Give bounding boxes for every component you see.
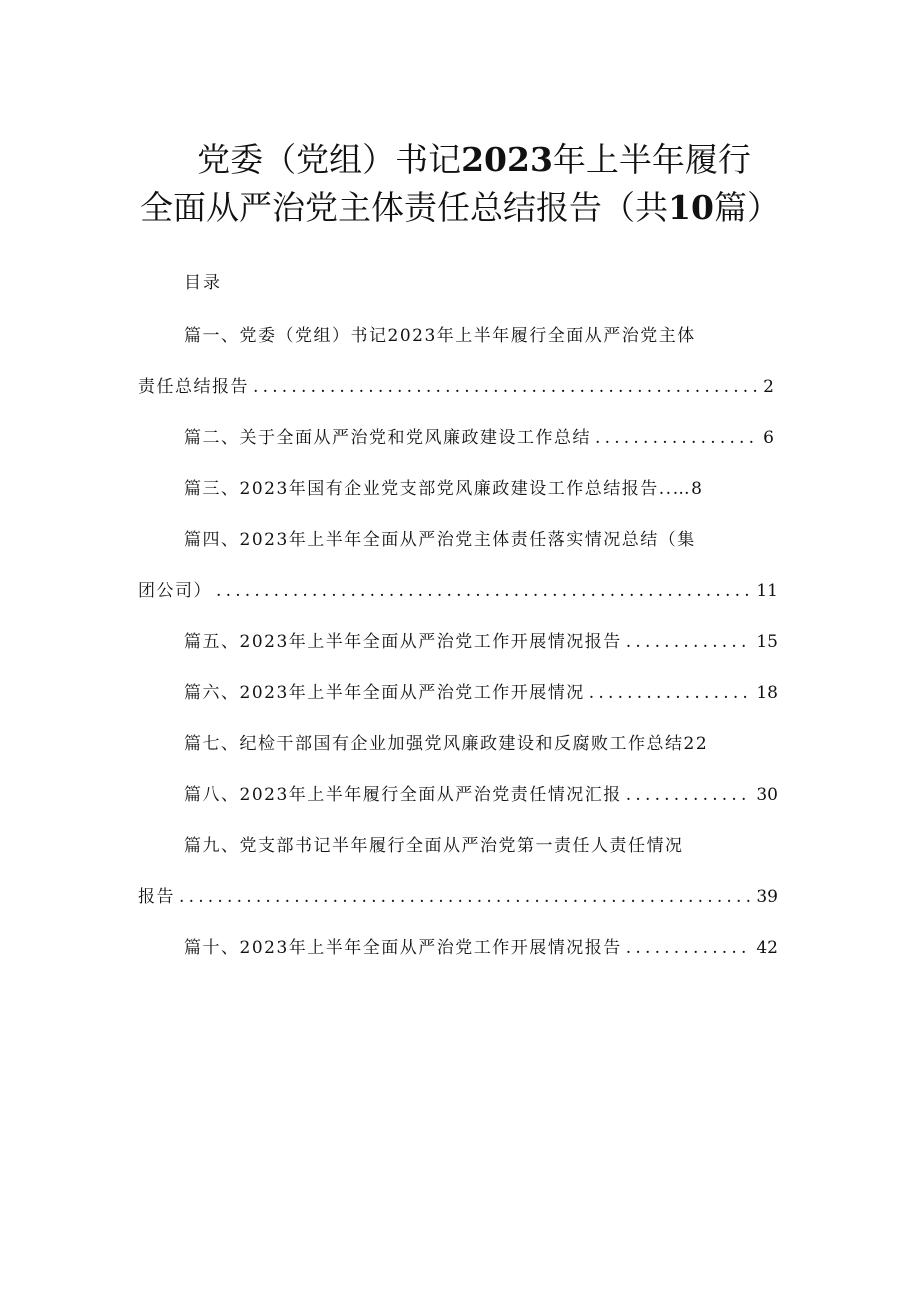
toc-page-number: 11 [756, 581, 778, 601]
leader-dots [589, 680, 753, 706]
toc-entry-8[interactable] [184, 782, 778, 808]
toc-entry-1-line-2[interactable] [138, 374, 774, 400]
toc-page-number: 15 [756, 632, 778, 652]
toc-entry-3[interactable]: 篇三、2023年国有企业党支部党风廉政建设工作总结报告..…8 [184, 479, 704, 499]
toc-entry-text: 篇五、2023年上半年全面从严治党工作开展情况报告 [184, 632, 622, 652]
toc-page-number: 30 [756, 785, 778, 805]
toc-entry-7[interactable]: 篇七、纪检干部国有企业加强党风廉政建设和反腐败工作总结22 [184, 734, 709, 754]
document-title-line-2 [0, 188, 920, 228]
title-text: 全面从严治党主体责任总结报告（共 [140, 188, 669, 227]
leader-dots [253, 374, 759, 400]
leader-dots [216, 578, 752, 604]
toc-entry-10[interactable] [184, 935, 778, 961]
leader-dots [626, 935, 753, 961]
toc-page-number: 18 [756, 683, 778, 703]
leader-dots [179, 884, 752, 910]
title-text: 党委（党组）书记 [197, 140, 462, 179]
toc-entry-text: 团公司） [138, 581, 212, 601]
title-year: 2023 [461, 140, 553, 179]
toc-page-number: 2 [763, 377, 774, 397]
toc-entry-text: 报告 [138, 887, 175, 907]
toc-entry-text: 篇八、2023年上半年履行全面从严治党责任情况汇报 [184, 785, 622, 805]
title-text: 年上半年履行 [552, 140, 751, 179]
toc-entry-4-line-2[interactable] [138, 578, 778, 604]
toc-entry-1-line-1[interactable]: 篇一、党委（党组）书记2023年上半年履行全面从严治党主体 [184, 326, 696, 346]
toc-entry-2[interactable] [184, 425, 774, 451]
toc-entry-text: 篇十、2023年上半年全面从严治党工作开展情况报告 [184, 938, 622, 958]
toc-entry-text: 责任总结报告 [138, 377, 249, 397]
toc-entry-6[interactable] [184, 680, 778, 706]
title-count: 10 [668, 188, 714, 227]
toc-entry-text: 篇六、2023年上半年全面从严治党工作开展情况 [184, 683, 585, 703]
document-title-line-1 [0, 140, 920, 180]
toc-entry-5[interactable] [184, 629, 778, 655]
toc-entry-9-line-1[interactable]: 篇九、党支部书记半年履行全面从严治党第一责任人责任情况 [184, 836, 684, 856]
leader-dots [595, 425, 759, 451]
leader-dots [626, 629, 753, 655]
leader-dots [626, 782, 753, 808]
toc-entry-4-line-1[interactable]: 篇四、2023年上半年全面从严治党主体责任落实情况总结（集 [184, 530, 696, 550]
toc-page-number: 39 [756, 887, 778, 907]
toc-heading: 目录 [184, 273, 222, 293]
title-text: 篇） [713, 188, 780, 227]
toc-entry-9-line-2[interactable] [138, 884, 778, 910]
toc-entry-text: 篇二、关于全面从严治党和党风廉政建设工作总结 [184, 428, 591, 448]
toc-page-number: 6 [763, 428, 774, 448]
toc-page-number: 42 [756, 938, 778, 958]
